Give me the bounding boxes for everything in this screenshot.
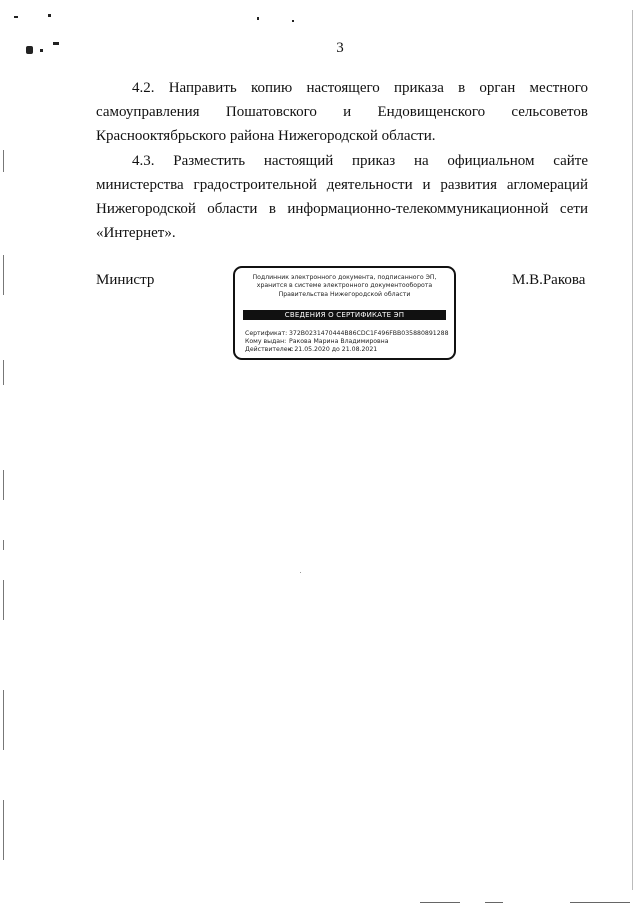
page-number: 3: [336, 40, 344, 56]
scan-edge-line: [3, 540, 4, 550]
scan-edge-line: [3, 800, 4, 860]
valid-value: с 21.05.2020 до 21.08.2021: [289, 346, 378, 353]
stamp-note: Подлинник электронного документа, подписанного ЭП, хранится в системе электронного документооборота Правительства Нижегородской области: [252, 274, 437, 298]
paragraph-4-3: [96, 149, 588, 245]
paragraph-4-2: [96, 76, 588, 148]
scan-speck: [48, 14, 51, 17]
scan-edge-line: [3, 580, 4, 620]
valid-row: [245, 346, 449, 354]
issued-to-label: Кому выдан:: [245, 338, 287, 345]
scan-edge-line: [3, 255, 4, 295]
issued-to-row: [245, 338, 449, 346]
valid-label: Действителен:: [245, 346, 294, 353]
certificate-value: 372B0231470444B86CDC1F496FBB035880891288: [289, 330, 449, 337]
scan-edge-line: [485, 902, 503, 903]
scan-edge-line: [3, 150, 4, 172]
scan-edge-line: [3, 470, 4, 500]
stamp-details: [245, 330, 449, 354]
paragraph-text: 4.2. Направить копию настоящего приказа в орган местного самоуправления Пошатовского и Ендовищенского сельсоветов Краснооктябрьского района Нижегородской области.: [96, 80, 588, 144]
scan-speck: [257, 17, 259, 20]
certificate-row: [245, 330, 449, 338]
scan-speck: [300, 572, 301, 573]
scan-edge-line: [420, 902, 460, 903]
scan-speck: [14, 16, 18, 18]
scan-edge-line: [3, 360, 4, 385]
signer-title: Министр: [96, 272, 155, 288]
digital-signature-stamp: [233, 266, 456, 360]
scan-speck: [292, 20, 294, 22]
paragraph-text: 4.3. Разместить настоящий приказ на официальном сайте министерства градостроительной деятельности и развития агломераций Нижегородской области в информационно-телекоммуникационной сети «Интернет».: [96, 153, 588, 241]
signer-name: М.В.Ракова: [512, 272, 586, 288]
scan-edge-line: [570, 902, 630, 903]
stamp-header: СВЕДЕНИЯ О СЕРТИФИКАТЕ ЭП: [243, 310, 446, 320]
scan-edge-line: [3, 690, 4, 750]
certificate-label: Сертификат:: [245, 330, 288, 337]
scan-edge-line: [632, 10, 633, 890]
issued-to-value: Ракова Марина Владимировна: [289, 338, 389, 345]
